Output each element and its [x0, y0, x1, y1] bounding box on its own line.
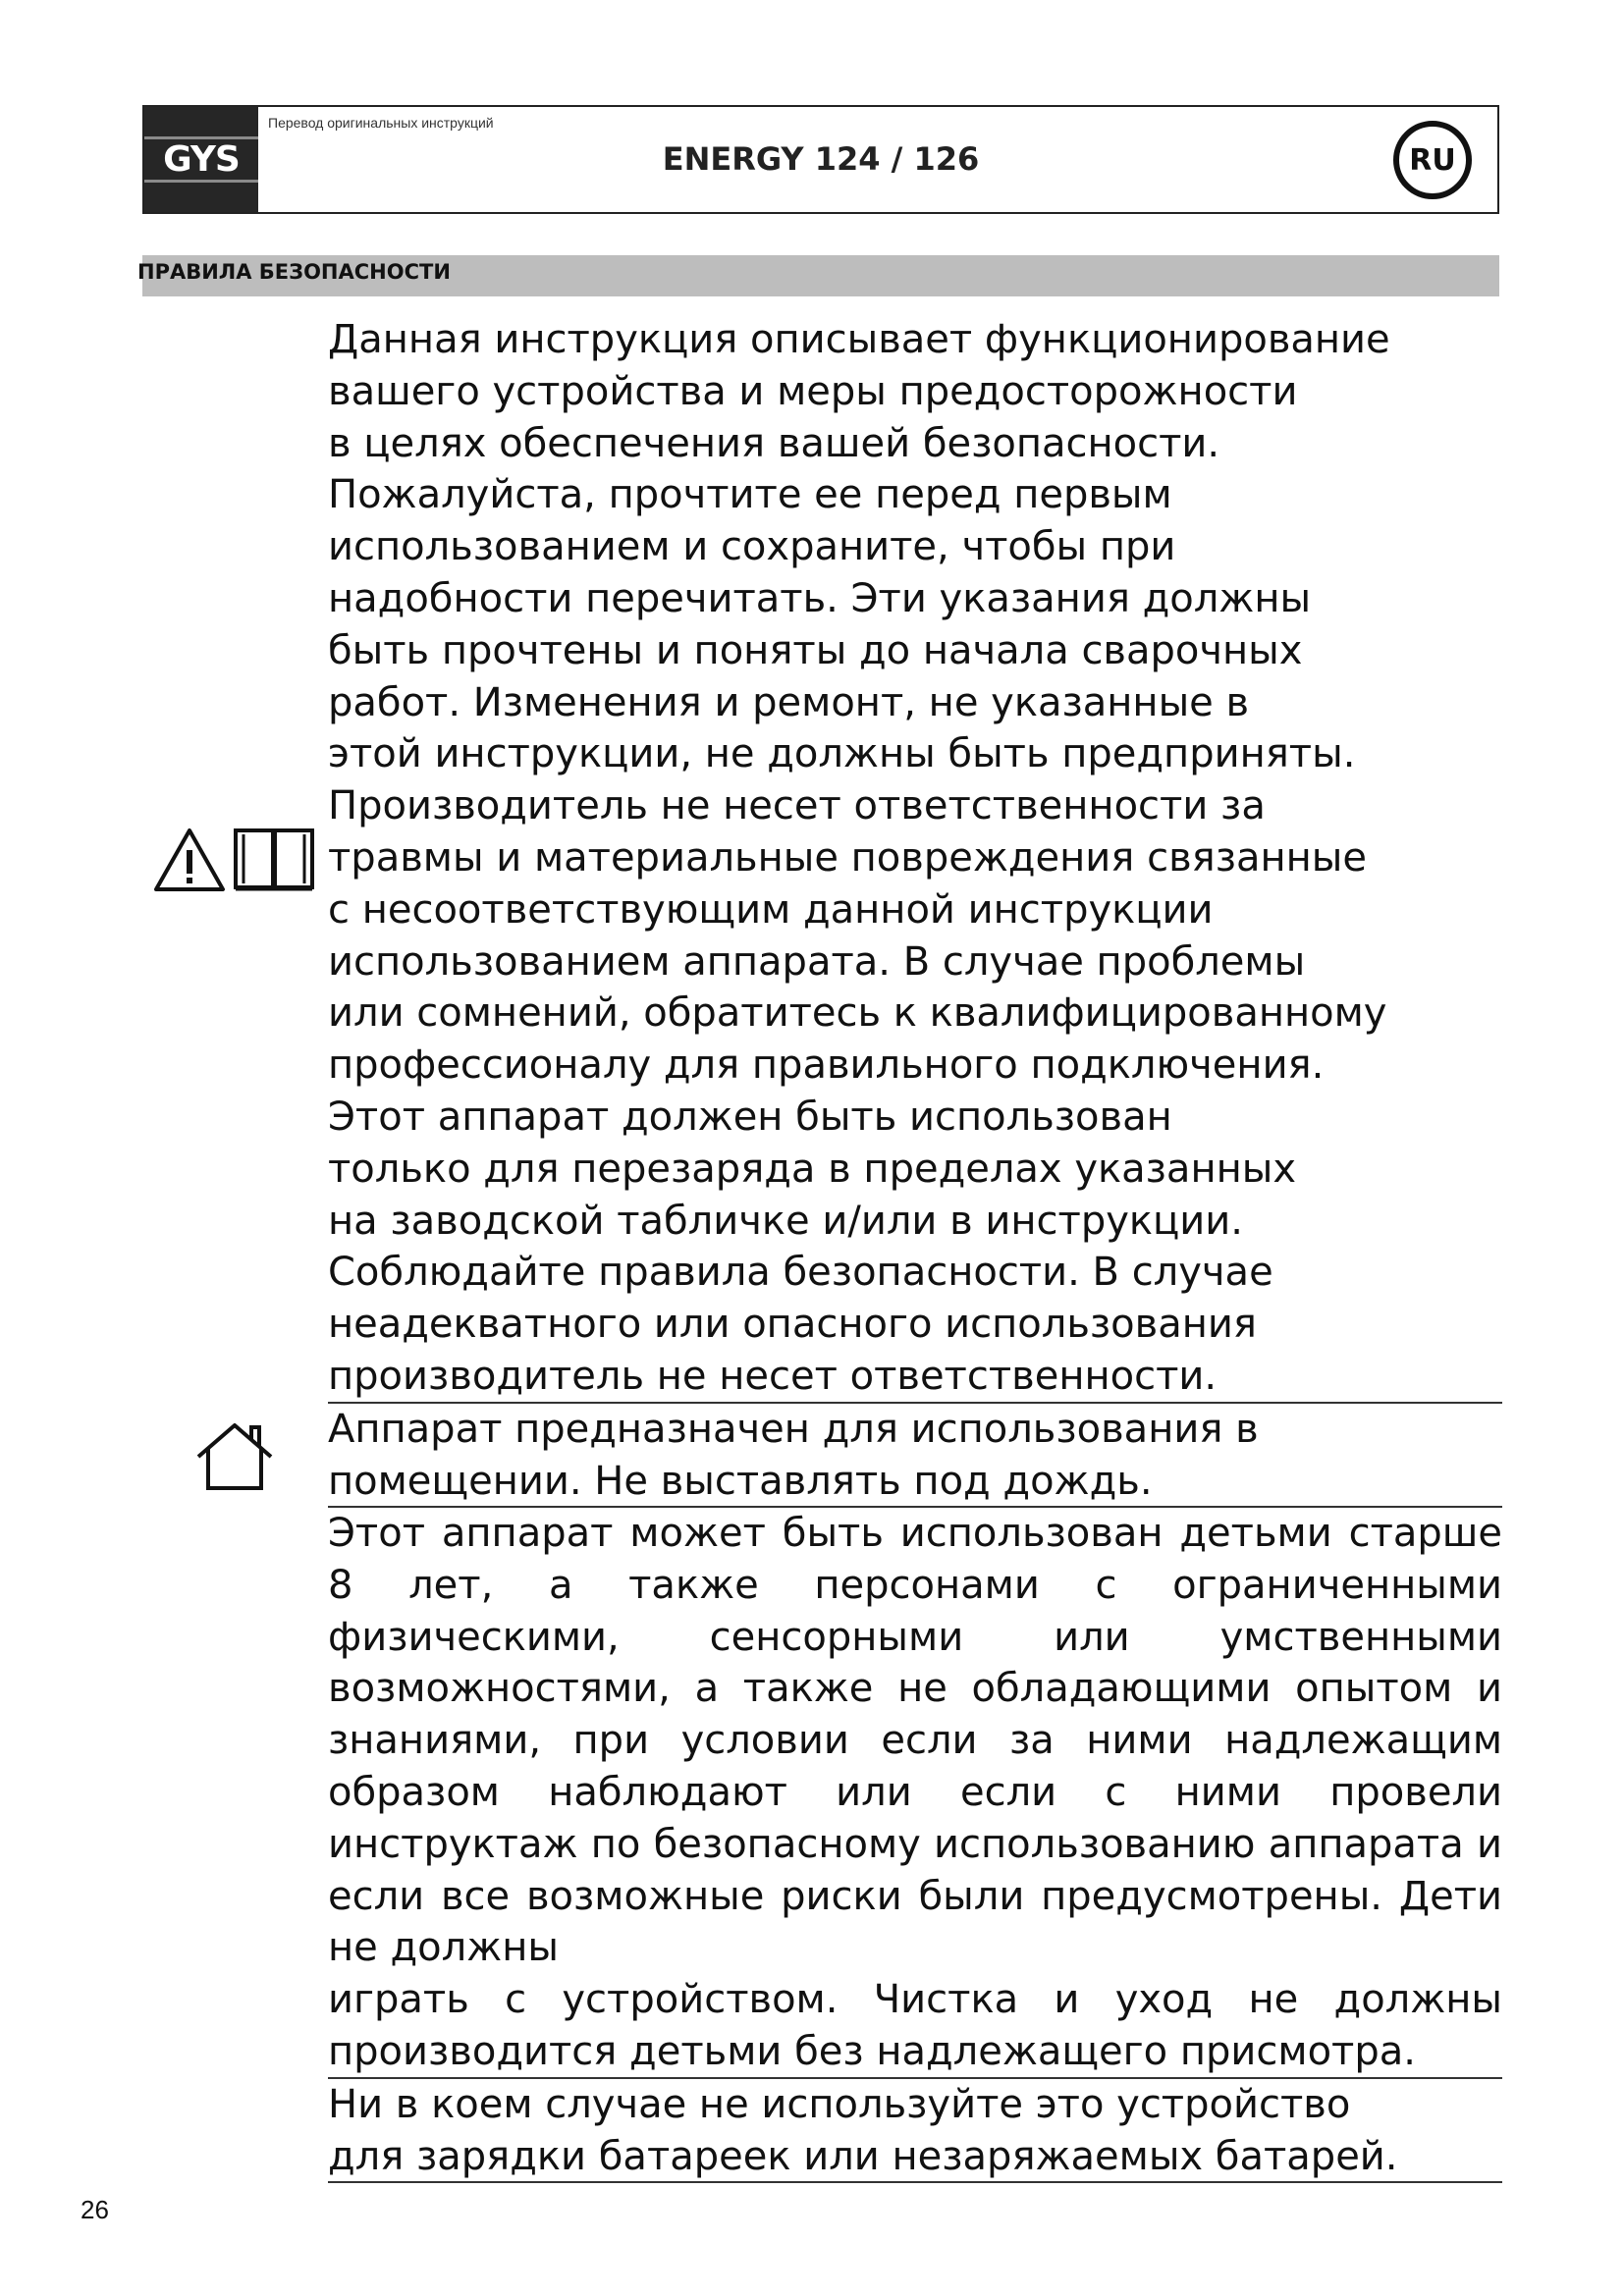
document-title: ENERGY 124 / 126 — [662, 140, 980, 178]
document-header — [142, 105, 1499, 214]
indoor-use-text — [328, 1404, 1502, 1508]
header-subtitle: Перевод оригинальных инструкций — [268, 115, 494, 131]
safety-instructions-text — [328, 314, 1502, 1403]
warning-icon — [153, 827, 226, 893]
manual-book-icon — [232, 827, 316, 893]
language-badge: RU — [1393, 121, 1472, 199]
paragraph-batteries: Ни в коем случае не используйте это устройство для зарядки батареек или незаряжаемых батарей. — [328, 2082, 1398, 2179]
page-number: 26 — [81, 2195, 109, 2224]
paragraph-instructions: Данная инструкция описывает функционирование вашего устройства и меры предосторожности в целях обеспечения вашей безопасности. Пожалуйста, прочтите ее перед первым использованием и сохраните, чтобы при надобности перечитать. Эти указания должны быть прочтены и поняты до начала сварочных работ. Изменения и ремонт, не указанные в этой инструкции, не должны быть предприняты. Производитель не несет ответственности за травмы и материальные повреждения связанные с несоответствующим данной инструкции использованием аппарата. В случае проблемы или сомнений, обратитесь к квалифицированному профессионалу для правильного подключения. Этот аппарат должен быть использован только для перезаряда в пределах указанных на заводской табличке и/или в инструкции. Соблюдайте правила безопасности. В случае неадекватного или опасного использования производитель не несет ответственности. — [328, 317, 1390, 1399]
paragraph-children: Этот аппарат может быть использован детьми старше 8 лет, а также персонами с ограниченными физическими, сенсорными или умственными возможностями, а также не обладающими опытом и знаниями, при условии если за ними надлежащим образом наблюдают или если с ними провели инструктаж по безопасному использованию аппарата и если все возможные риски были предусмотрены. Дети не должны играть с устройством. Чистка и уход не должны производится детьми без надлежащего присмотра. — [328, 1511, 1502, 2074]
divider — [328, 2181, 1502, 2183]
indoor-house-icon — [192, 1419, 277, 1494]
children-use-text — [328, 1508, 1502, 2078]
batteries-warning-text — [328, 2079, 1502, 2183]
logo-text: GYS — [163, 139, 240, 180]
section-title: ПРАВИЛА БЕЗОПАСНОСТИ — [137, 260, 451, 284]
paragraph-indoor: Аппарат предназначен для использования в помещении. Не выставлять под дождь. — [328, 1407, 1259, 1504]
